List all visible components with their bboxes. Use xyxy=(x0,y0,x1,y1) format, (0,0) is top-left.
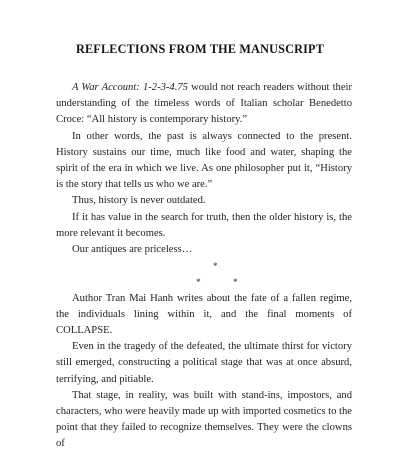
body-text xyxy=(56,80,352,453)
separator-asterisk: * xyxy=(213,261,218,272)
separator-asterisk: * xyxy=(233,277,238,288)
paragraph-8: That stage, in reality, was built with stand-ins, impostors, and characters, who were heavily made up with imported cosmetics to the point that they failed to recognize themselves. They were the clowns of xyxy=(56,389,352,450)
paragraph-6: Author Tran Mai Hanh writes about the fate of a fallen regime, the individuals lining within it, and the final moments of COLLAPSE. xyxy=(56,292,352,337)
paragraph-1-text: would not reach readers without their understanding of the timeless words of Italian scholar Benedetto Croce: “All history is contemporary history.” xyxy=(56,82,352,126)
paragraph-3: Thus, history is never outdated. xyxy=(72,195,206,207)
paragraph-5: Our antiques are priceless… xyxy=(72,244,193,256)
book-title: A War Account: 1-2-3-4.75 xyxy=(72,82,188,93)
section-separator xyxy=(56,258,352,290)
paragraph-2: In other words, the past is always connected to the present. History sustains our time, much like food and water, shaping the spirit of the era in which we live. As one philosopher put it, “History is the story that tells us who we are.” xyxy=(56,130,352,191)
paragraph-1 xyxy=(56,80,352,129)
paragraph-4: If it has value in the search for truth, then the older history is, the more relevant it becomes. xyxy=(56,211,352,239)
paragraph-7: Even in the tragedy of the defeated, the ultimate thirst for victory still emerged, constructing a political stage that was at once absurd, terrifying, and pitiable. xyxy=(56,341,352,385)
page-title: REFLECTIONS FROM THE MANUSCRIPT xyxy=(75,42,325,56)
separator-asterisk: * xyxy=(196,277,201,288)
